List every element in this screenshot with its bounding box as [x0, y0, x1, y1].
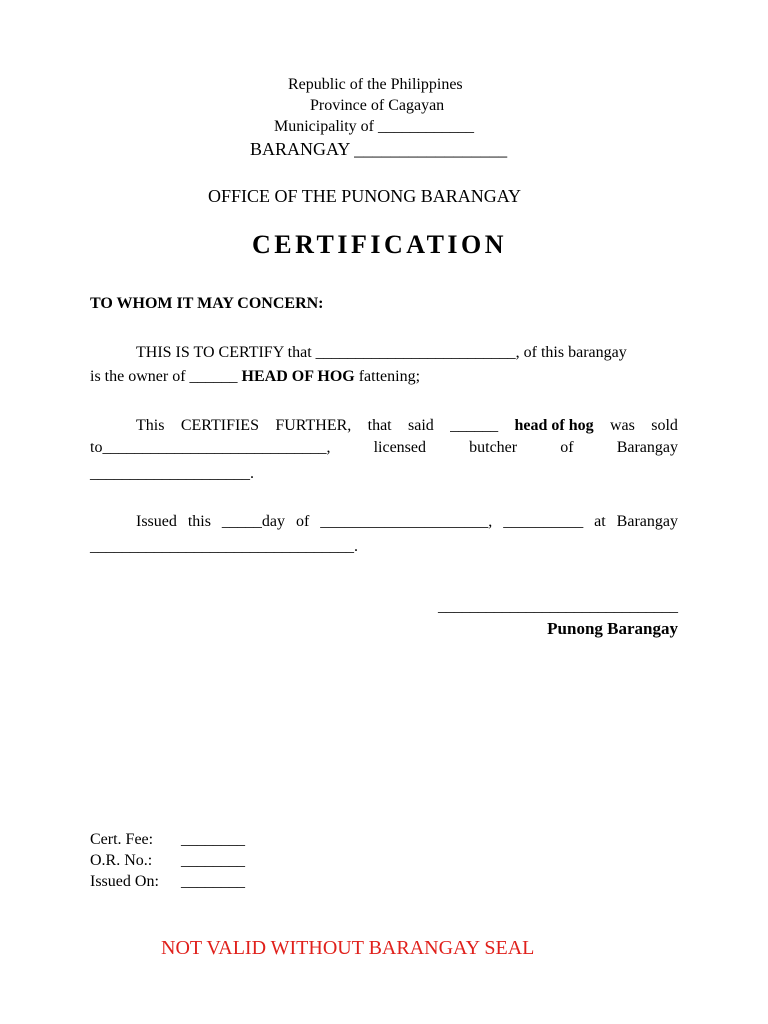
- para2-word: CERTIFIES: [180, 417, 259, 434]
- fee-row-or-no: [90, 852, 245, 870]
- para2-head-of-hog: head of hog: [514, 417, 594, 434]
- para2-word: FURTHER,: [275, 417, 352, 434]
- para3-word: this: [187, 513, 211, 530]
- header-republic: Republic of the Philippines: [288, 76, 463, 93]
- para2-word: ______: [450, 417, 499, 434]
- para3-line1: [136, 513, 678, 531]
- para2-word: was: [609, 417, 635, 434]
- fee-label: O.R. No.:: [90, 852, 153, 869]
- fee-label: Cert. Fee:: [90, 831, 154, 848]
- para1-line1-text: THIS IS TO CERTIFY that _________________________, of this barangay: [136, 344, 627, 361]
- para3-line2: _________________________________.: [90, 538, 358, 555]
- para3-word: __________: [503, 513, 584, 530]
- para3-word: Issued: [136, 513, 177, 530]
- para2-word: that: [367, 417, 392, 434]
- para2-word: of: [560, 439, 574, 456]
- fee-row-cert-fee: [90, 831, 245, 849]
- para2-word: butcher: [469, 439, 518, 456]
- para1-line1: [90, 344, 678, 362]
- para2-line3: ____________________.: [90, 465, 254, 482]
- para2-word: to____________________________,: [90, 439, 331, 456]
- para1-line2: [90, 366, 420, 388]
- office-title: OFFICE OF THE PUNONG BARANGAY: [208, 186, 522, 206]
- para3-word: of: [295, 513, 310, 530]
- para2-word: Barangay: [616, 439, 678, 456]
- fee-value: ________: [181, 852, 245, 869]
- para2-line2: [90, 439, 678, 457]
- para3-word: _____day: [221, 513, 286, 530]
- para3-word: _____________________,: [320, 513, 493, 530]
- fee-value: ________: [181, 831, 245, 848]
- para3-word: at: [594, 513, 606, 530]
- para1-head-of-hog: HEAD OF HOG: [241, 368, 355, 385]
- header-barangay: BARANGAY _________________: [250, 139, 508, 159]
- fee-label: Issued On:: [90, 873, 159, 890]
- para2-word: said: [407, 417, 434, 434]
- signature-label: Punong Barangay: [547, 619, 678, 638]
- para2-word: licensed: [373, 439, 426, 456]
- fee-value: ________: [181, 873, 245, 890]
- para2-word: sold: [651, 417, 678, 434]
- header-municipality: Municipality of ____________: [274, 118, 474, 135]
- para1-line2-pre: is the owner of ______: [90, 368, 242, 385]
- salutation: TO WHOM IT MAY CONCERN:: [90, 295, 324, 312]
- document-title: CERTIFICATION: [252, 230, 508, 259]
- header-province: Province of Cagayan: [310, 97, 445, 114]
- fee-row-issued-on: [90, 873, 245, 891]
- signature-line: ______________________________: [438, 598, 678, 615]
- para1-line2-post: fattening;: [354, 368, 421, 385]
- validity-warning: NOT VALID WITHOUT BARANGAY SEAL: [161, 937, 535, 959]
- para2-line1: [136, 417, 678, 435]
- para2-word: This: [136, 417, 165, 434]
- para3-word: Barangay: [616, 513, 678, 530]
